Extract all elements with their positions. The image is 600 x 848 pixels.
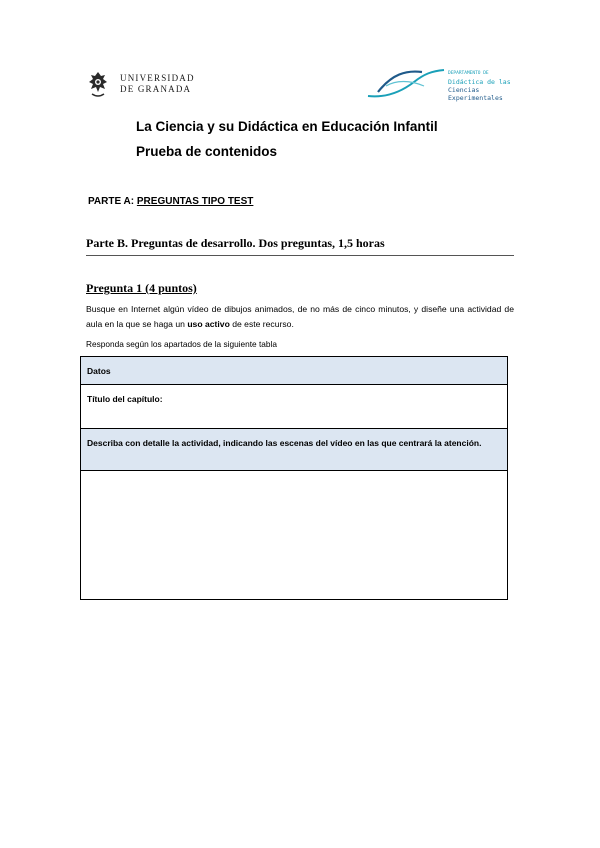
parte-a-heading	[88, 196, 253, 207]
table-row-chapter-title[interactable]	[81, 385, 507, 429]
emphasis-text: uso activo	[187, 319, 230, 329]
answer-table	[80, 356, 508, 600]
department-logo	[366, 66, 516, 102]
datos-label: Datos	[87, 366, 111, 376]
department-logo-text: DEPARTAMENTO DE Didáctica de las Ciencias Experimentales	[448, 71, 511, 102]
parte-a-prefix: PARTE A:	[88, 196, 137, 207]
university-logo-text: UNIVERSIDAD DE GRANADA	[120, 73, 195, 94]
describe-label: Describa con detalle la actividad, indicando las escenas del vídeo en las que centrará la atención.	[87, 438, 482, 448]
document-subtitle: Prueba de contenidos	[136, 144, 278, 159]
question-title: Pregunta 1 (4 puntos)	[86, 281, 197, 295]
question-instructions: Busque en Internet algún vídeo de dibujos animados, de no más de cinco minutos, y diseñe una actividad de aula en la que se haga un uso activo de este recurso.	[86, 304, 514, 329]
parte-b-heading: Parte B. Preguntas de desarrollo. Dos preguntas, 1,5 horas	[86, 236, 514, 256]
university-logo	[86, 70, 196, 100]
document-title: La Ciencia y su Didáctica en Educación Infantil	[136, 119, 438, 134]
chapter-title-label: Título del capítulo:	[87, 394, 163, 404]
table-instructions: Responda según los apartados de la siguiente tabla	[86, 339, 277, 349]
department-swoosh-icon	[366, 66, 446, 102]
university-crest-icon	[86, 70, 110, 100]
table-header-describe	[81, 429, 507, 471]
table-header-datos	[81, 357, 507, 385]
parte-a-link[interactable]: PREGUNTAS TIPO TEST	[136, 196, 254, 207]
table-answer-area[interactable]	[81, 471, 507, 599]
